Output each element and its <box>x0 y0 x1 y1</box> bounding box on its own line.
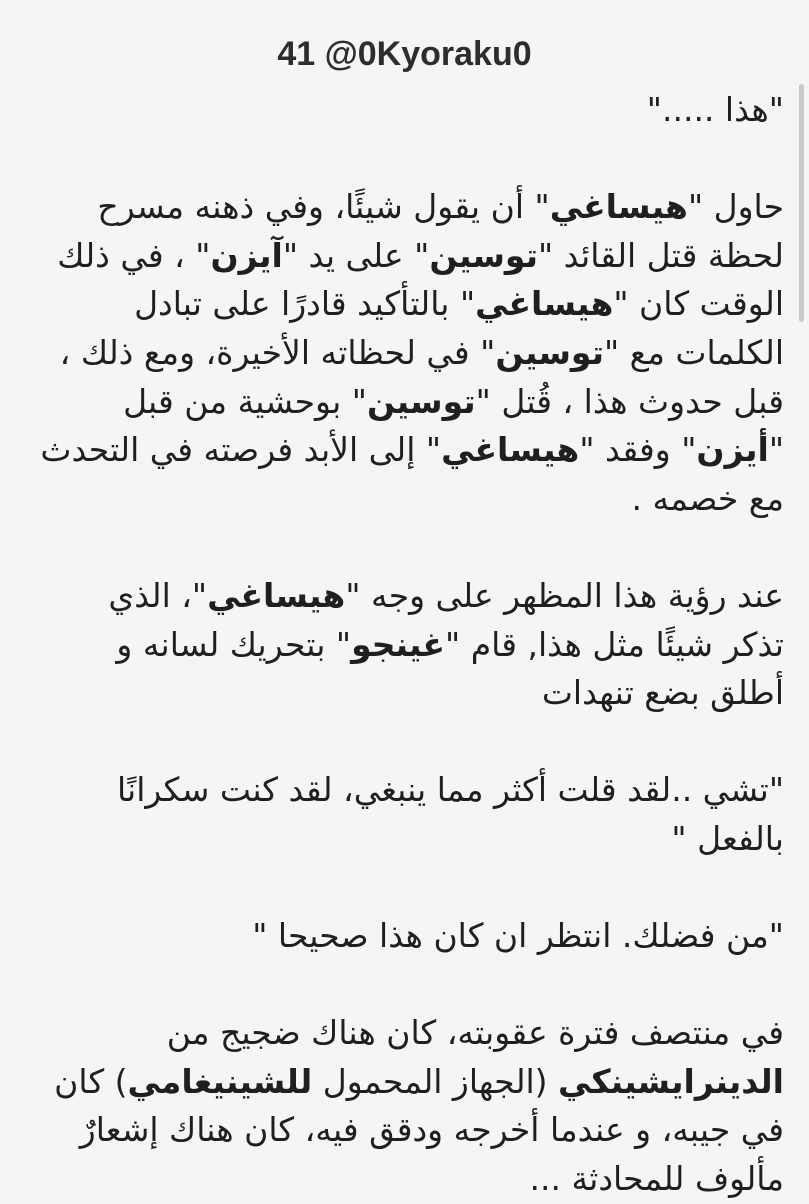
paragraph-text: " إلى الأبد فرصته في التحدث مع خصمه . <box>40 430 784 518</box>
paragraph-text: " في لحظاته الأخيرة، ومع ذلك ، قبل حدوث هذا ، قُتل " <box>59 332 784 421</box>
paragraph-gap <box>40 718 784 767</box>
paragraph-gap <box>40 523 784 572</box>
paragraph-text: (الجهاز المحمول <box>312 1061 559 1101</box>
paragraph-text: " بالتأكيد قادرًا على تبادل الكلمات مع " <box>134 284 784 372</box>
paragraph-text: "، الذي تذكر شيئًا مثل هذا, قام " <box>108 575 784 664</box>
paragraph-3 <box>40 572 784 718</box>
emphasized-name: توسين <box>495 332 605 372</box>
emphasized-name: هيساغي <box>475 284 614 324</box>
emphasized-name: آيزن <box>210 235 283 275</box>
paragraph-text: " ، في ذلك الوقت كان " <box>57 235 784 324</box>
page-title: 41 @0Kyoraku0 <box>277 35 532 73</box>
paragraph-text: عند رؤية هذا المظهر على وجه " <box>345 575 784 615</box>
paragraph-text: "هذا ....." <box>646 90 784 129</box>
paragraph-text: " على يد " <box>282 235 430 275</box>
paragraph-text: في منتصف فترة عقوبته، كان هناك ضجيج من <box>166 1013 784 1053</box>
paragraph-6 <box>40 1009 784 1203</box>
paragraph-2 <box>40 183 784 523</box>
paragraph-gap <box>40 961 784 1010</box>
paragraph-5 <box>40 912 784 961</box>
emphasized-name: هيساغي <box>207 575 346 615</box>
paragraph-text: "تشي ..لقد قلت أكثر مما ينبغي، لقد كنت سكرانًا بالفعل " <box>116 770 784 858</box>
paragraph-text: حاول " <box>687 187 784 227</box>
emphasized-name: هيساغي <box>549 187 688 227</box>
emphasized-name: الدينرايشينكي <box>558 1061 784 1101</box>
paragraph-text: " بتحريك لسانه و أطلق بضع تنهدات <box>116 624 784 713</box>
emphasized-name: للشينيغامي <box>127 1061 313 1101</box>
paragraph-1 <box>40 86 784 135</box>
emphasized-name: غينجو <box>351 624 446 664</box>
paragraph-text: " بوحشية من قبل " <box>123 381 784 470</box>
emphasized-name: توسين <box>366 381 476 421</box>
paragraph-text: ) كان في جيبه، و عندما أخرجه ودقق فيه، كان هناك إشعارٌ مألوف للمحادثة ... <box>54 1061 784 1199</box>
scrollbar-thumb[interactable] <box>799 84 804 322</box>
paragraph-gap <box>40 864 784 913</box>
paragraph-text: " وفقد " <box>579 430 697 470</box>
emphasized-name: أيزن <box>696 430 769 470</box>
paragraph-text: "من فضلك. انتظر ان كان هذا صحيحا " <box>252 916 784 956</box>
note-body <box>40 86 784 1204</box>
paragraph-gap <box>40 135 784 184</box>
emphasized-name: هيساغي <box>441 430 580 470</box>
paragraph-text: " أن يقول شيئًا، وفي ذهنه مسرح لحظة قتل القائد " <box>97 187 784 275</box>
emphasized-name: توسين <box>429 235 539 275</box>
paragraph-4 <box>40 766 784 863</box>
